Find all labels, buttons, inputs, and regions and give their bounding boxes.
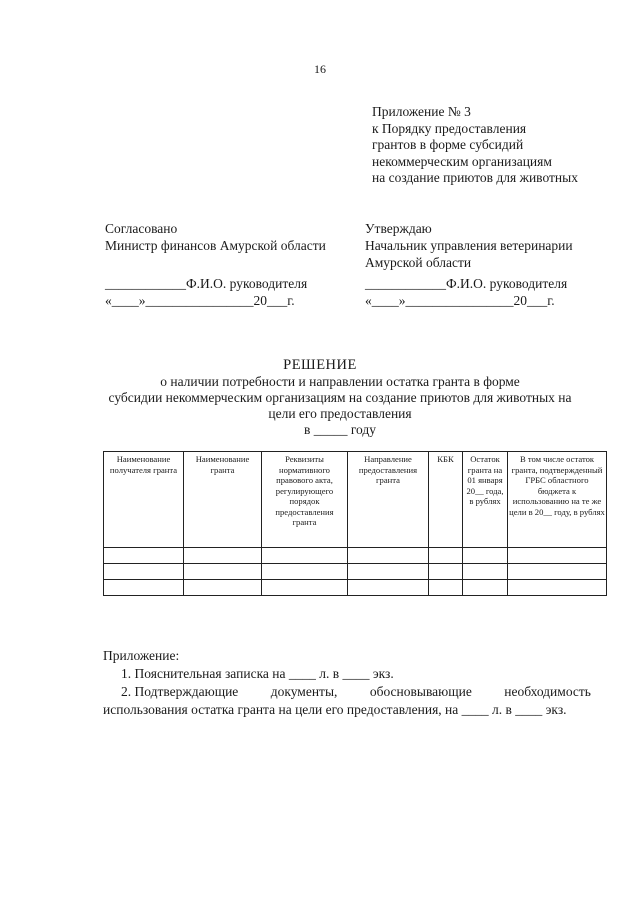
- agreed-title: Согласовано: [105, 221, 178, 236]
- table-cell: [348, 580, 429, 596]
- grant-table: [103, 451, 607, 596]
- page-number: 16: [314, 62, 326, 76]
- table-cell: [348, 548, 429, 564]
- table-cell: [463, 548, 508, 564]
- table-cell: [508, 564, 607, 580]
- decision-line: в _____ году: [303, 422, 377, 437]
- col-header-kbk: КБК: [429, 452, 463, 548]
- table-row: [104, 564, 607, 580]
- table-cell: [508, 548, 607, 564]
- table-cell: [104, 548, 184, 564]
- agreed-block: [105, 220, 326, 254]
- table-cell: [262, 580, 348, 596]
- agreed-position: Министр финансов Амурской области: [105, 238, 326, 253]
- appendix-line: Приложение № 3: [372, 104, 471, 119]
- table-cell: [463, 580, 508, 596]
- decision-line: о наличии потребности и направлении остатка гранта в форме: [160, 374, 520, 389]
- col-header-recipient: Наименование получателя гранта: [104, 452, 184, 548]
- appendix-line: к Порядку предоставления: [372, 120, 527, 136]
- approved-position: Начальник управления ветеринарии: [365, 238, 573, 253]
- col-header-balance: Остаток гранта на 01 января 20__ года, в рублях: [463, 452, 508, 548]
- decision-subtitle: [70, 374, 610, 438]
- attachment-item-2: [103, 683, 591, 701]
- table-cell: [184, 564, 262, 580]
- appendix-line: грантов в форме субсидий: [372, 137, 524, 152]
- attachment-block: [103, 647, 591, 719]
- col-header-legal-act: Реквизиты нормативного правового акта, регулирующего порядок предоставления гранта: [262, 452, 348, 548]
- decision-line: субсидии некоммерческим организациям на создание приютов для животных на: [108, 390, 572, 405]
- col-header-grant-name: Наименование гранта: [184, 452, 262, 548]
- appendix-line: некоммерческим организациям: [372, 153, 552, 169]
- attachment-item-2-word: необходимость: [504, 684, 591, 699]
- attachment-title: Приложение:: [103, 648, 180, 663]
- table-row: [104, 580, 607, 596]
- table-cell: [184, 580, 262, 596]
- approved-region: Амурской области: [365, 255, 472, 270]
- decision-title: РЕШЕНИЕ: [283, 357, 357, 373]
- agreed-signature-line: ____________Ф.И.О. руководителя: [105, 276, 308, 291]
- table-header-row: [104, 452, 607, 548]
- approved-block: [365, 220, 573, 271]
- table-cell: [184, 548, 262, 564]
- attachment-item-1: 1. Пояснительная записка на ____ л. в ____ экз.: [121, 666, 394, 681]
- col-header-confirmed-balance: В том числе остаток гранта, подтвержденный ГРБС областного бюджета к использованию на те же цели в 20__ году, в рублях: [508, 452, 607, 548]
- table-cell: [463, 564, 508, 580]
- appendix-line: на создание приютов для животных: [372, 170, 578, 185]
- table-row: [104, 548, 607, 564]
- approved-date-line: «____»________________20___г.: [365, 293, 555, 308]
- agreed-signature: [105, 275, 307, 309]
- table-cell: [508, 580, 607, 596]
- table-cell: [104, 564, 184, 580]
- approved-signature-line: ____________Ф.И.О. руководителя: [365, 276, 568, 291]
- table-cell: [348, 564, 429, 580]
- decision-line: цели его предоставления: [268, 406, 412, 421]
- table-cell: [104, 580, 184, 596]
- table-cell: [429, 580, 463, 596]
- appendix-header: [372, 104, 578, 187]
- table-cell: [262, 548, 348, 564]
- attachment-item-2-word: 2. Подтверждающие: [121, 684, 239, 699]
- agreed-date-line: «____»________________20___г.: [105, 293, 295, 308]
- attachment-item-2-word: обосновывающие: [369, 684, 472, 699]
- col-header-direction: Направление предоставления гранта: [348, 452, 429, 548]
- approved-title: Утверждаю: [365, 221, 432, 236]
- table-cell: [429, 548, 463, 564]
- table-cell: [262, 564, 348, 580]
- attachment-item-2-continuation: использования остатка гранта на цели его предоставления, на ____ л. в ____ экз.: [103, 702, 567, 717]
- attachment-item-2-word: документы,: [270, 684, 338, 699]
- approved-signature: [365, 275, 567, 309]
- table-cell: [429, 564, 463, 580]
